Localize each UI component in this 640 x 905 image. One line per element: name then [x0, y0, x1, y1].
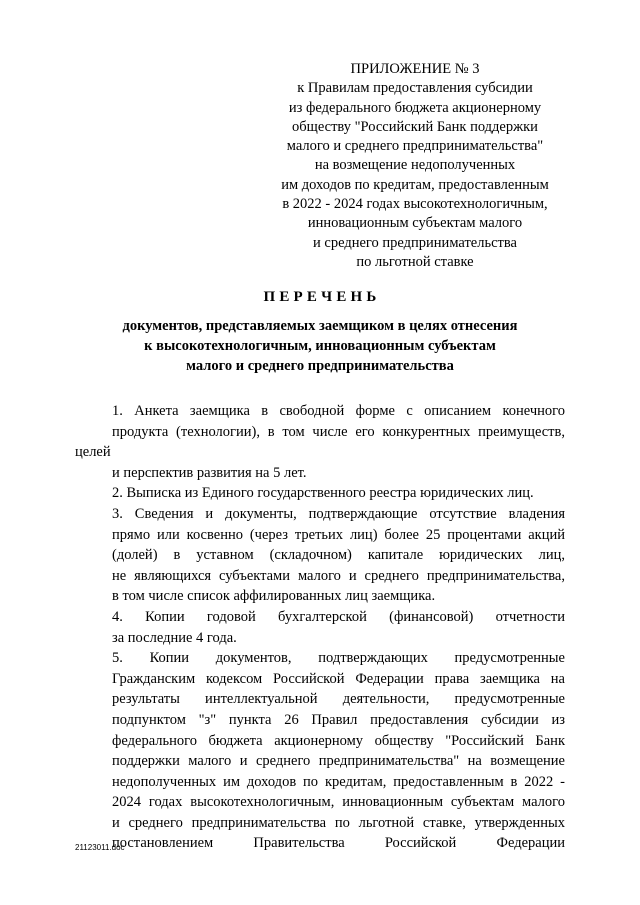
appendix-line: инновационным субъектам малого — [307, 215, 523, 232]
item-line: за последние 4 года. — [112, 629, 237, 646]
item-line: 3. Сведения и документы, подтверждающие отсутствие владения — [112, 505, 565, 522]
appendix-line: и среднего предпринимательства — [313, 234, 517, 251]
appendix-line: малого и среднего предпринимательства" — [286, 138, 544, 155]
item-line: 5. Копии документов, подтверждающих предусмотренные — [112, 650, 565, 667]
appendix-header — [250, 60, 580, 272]
item-line: в том числе список аффилированных лиц заемщика. — [112, 588, 436, 605]
item-line: постановлением Правительства Российской Федерации — [112, 835, 565, 852]
item-line: 1. Анкета заемщика в свободной форме с описанием конечного — [112, 403, 565, 419]
appendix-line: им доходов по кредитам, предоставленным — [281, 176, 549, 193]
item-line: продукта (технологии), в том числе его конкурентных преимуществ, целей — [75, 423, 565, 461]
appendix-number: ПРИЛОЖЕНИЕ № 3 — [350, 61, 480, 77]
item-line: прямо или косвенно (через третьих лиц) более 25 процентами акций — [112, 526, 565, 543]
list-item-3 — [75, 504, 565, 607]
list-item-2 — [75, 483, 565, 504]
list-item-1 — [75, 401, 565, 483]
item-line: не являющихся субъектами малого и среднего предпринимательства, — [112, 567, 565, 584]
appendix-line: на возмещение недополученных — [314, 157, 516, 174]
list-item-4 — [75, 607, 565, 648]
item-line: недополученных им доходов по кредитам, предоставленным в 2022 - — [112, 773, 565, 790]
item-line: 2024 годах высокотехнологичным, инновационным субъектам малого — [112, 794, 565, 811]
appendix-line: обществу "Российский Банк поддержки — [292, 118, 538, 135]
item-line: и перспектив развития на 5 лет. — [112, 464, 307, 481]
subtitle-line: малого и среднего предпринимательства — [186, 358, 454, 374]
item-line: 4. Копии годовой бухгалтерской (финансовой) отчетности — [112, 608, 565, 625]
item-line: федерального бюджета акционерному обществу "Российский Банк — [112, 732, 565, 749]
item-line: результаты интеллектуальной деятельности, предусмотренные — [112, 691, 565, 708]
item-line: подпунктом "з" пункта 26 Правил предоставления субсидии из — [112, 711, 565, 728]
document-title: ПЕРЕЧЕНЬ — [263, 289, 381, 305]
subtitle-line: к высокотехнологичным, инновационным субъектам — [144, 338, 496, 354]
appendix-line: по льготной ставке — [356, 253, 474, 270]
item-line: (долей) в уставном (складочном) капитале юридических лиц, — [112, 547, 565, 564]
appendix-line: к Правилам предоставления субсидии — [297, 80, 533, 97]
item-line: поддержки малого и среднего предпринимательства" на возмещение — [112, 753, 565, 770]
appendix-line: в 2022 - 2024 годах высокотехнологичным, — [282, 196, 548, 213]
subtitle-line: документов, представляемых заемщиком в целях отнесения — [122, 318, 518, 334]
item-line: Гражданским кодексом Российской Федерации права заемщика на — [112, 670, 565, 687]
item-line: 2. Выписка из Единого государственного реестра юридических лиц. — [112, 485, 534, 502]
file-name-footer: 21123011.doc — [75, 843, 125, 852]
appendix-line: из федерального бюджета акционерному — [288, 99, 542, 116]
document-body — [75, 401, 565, 854]
item-line: и среднего предпринимательства по льготной ставке, утвержденных — [112, 814, 565, 831]
document-subtitle — [60, 316, 580, 376]
list-item-5 — [75, 648, 565, 854]
